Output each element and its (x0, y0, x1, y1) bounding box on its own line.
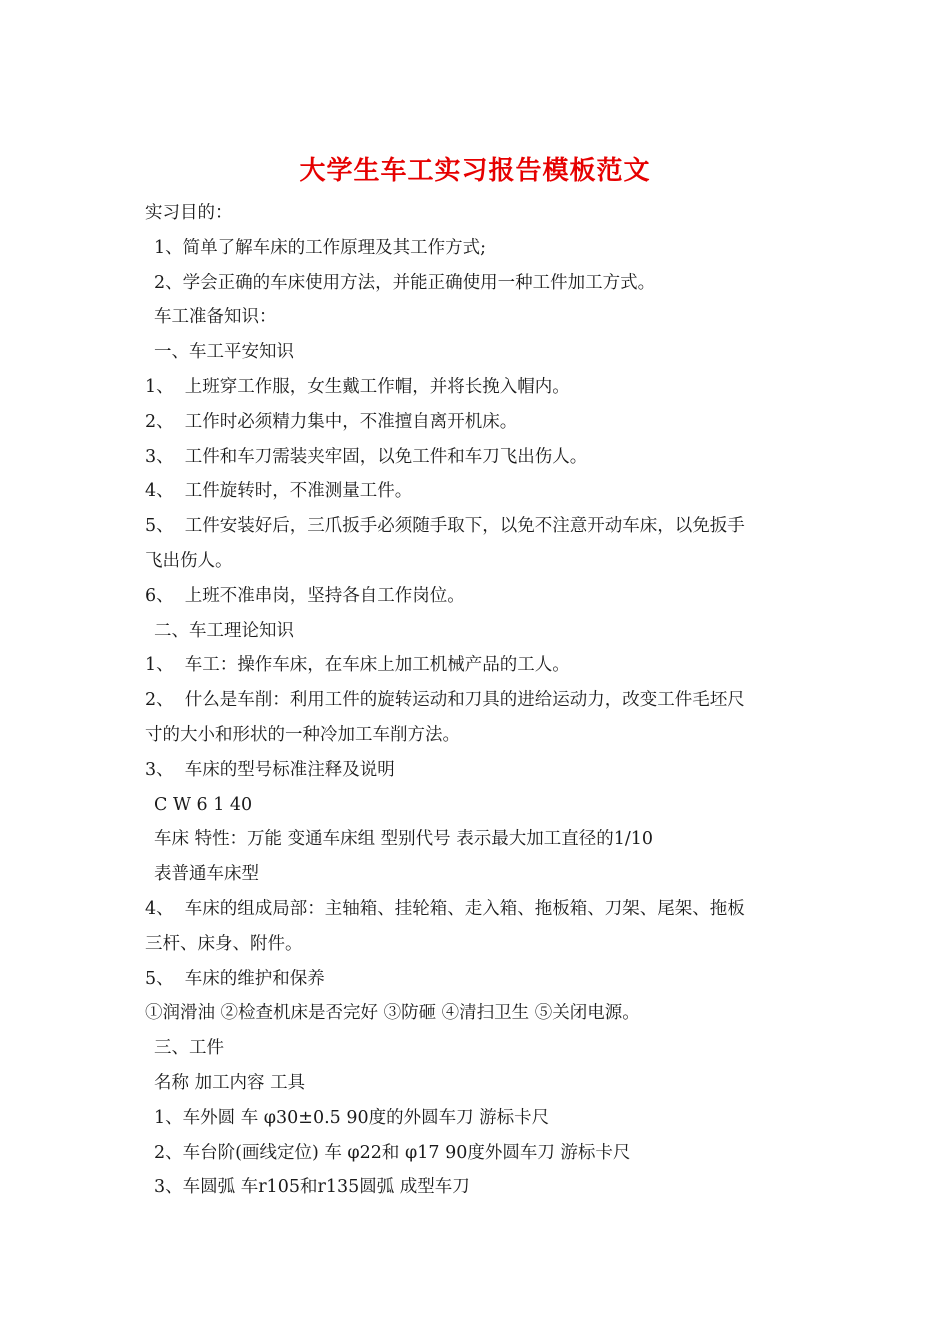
section-heading: 三、工件 (154, 1038, 224, 1059)
paragraph-line: 车床 特性：万能 变通车床组 型别代号 表示最大加工直径的1/10 (154, 829, 654, 850)
list-item: 3、 工件和车刀需装夹牢固，以免工件和车刀飞出伤人。 (145, 446, 588, 467)
list-item: 4、 车床的组成局部：主轴箱、挂轮箱、走入箱、拖板箱、刀架、尾架、拖板 (145, 898, 745, 919)
section-heading: 一、车工平安知识 (154, 342, 294, 363)
list-item: 5、 车床的维护和保养 (145, 968, 325, 989)
paragraph-line: ①润滑油 ②检查机床是否完好 ③防砸 ④清扫卫生 ⑤关闭电源。 (145, 1003, 640, 1024)
list-item: 3、 车床的型号标准注释及说明 (145, 759, 395, 780)
table-header-line: 名称 加工内容 工具 (154, 1072, 306, 1093)
paragraph-line: 2、学会正确的车床使用方法，并能正确使用一种工件加工方式。 (154, 272, 656, 293)
table-row-line: 3、车圆弧 车r105和r135圆弧 成型车刀 (154, 1177, 470, 1198)
document-title: 大学生车工实习报告模板范文 (299, 156, 651, 186)
list-item-continuation: 三杆、床身、附件。 (145, 933, 303, 954)
list-item: 4、 工件旋转时，不准测量工件。 (145, 481, 413, 502)
list-item: 5、 工件安装好后，三爪扳手必须随手取下，以免不注意开动车床，以免扳手 (145, 516, 745, 537)
list-item: 1、 上班穿工作服，女生戴工作帽，并将长挽入帽内。 (145, 376, 570, 397)
list-item-continuation: 飞出伤人。 (145, 550, 233, 571)
table-row-line: 2、车台阶(画线定位) 车 φ22和 φ17 90度外圆车刀 游标卡尺 (154, 1142, 631, 1163)
paragraph-line: 表普通车床型 (154, 864, 259, 885)
paragraph-line: 1、简单了解车床的工作原理及其工作方式; (154, 237, 487, 258)
paragraph-line: 实习目的： (145, 203, 233, 223)
list-item: 2、 什么是车削：利用工件的旋转运动和刀具的进给运动力，改变工件毛坯尺 (145, 690, 745, 711)
list-item: 6、 上班不准串岗，坚持各自工作岗位。 (145, 585, 465, 606)
list-item-continuation: 寸的大小和形状的一种冷加工车削方法。 (145, 724, 460, 745)
list-item: 2、 工作时必须精力集中，不准擅自离开机床。 (145, 411, 518, 432)
paragraph-line: 车工准备知识： (154, 307, 277, 328)
section-heading: 二、车工理论知识 (154, 620, 294, 641)
paragraph-line: C W 6 1 40 (154, 794, 253, 815)
list-item: 1、 车工：操作车床，在车床上加工机械产品的工人。 (145, 655, 570, 676)
table-row-line: 1、车外圆 车 φ30±0.5 90度的外圆车刀 游标卡尺 (154, 1107, 550, 1128)
document-body (145, 196, 810, 1205)
